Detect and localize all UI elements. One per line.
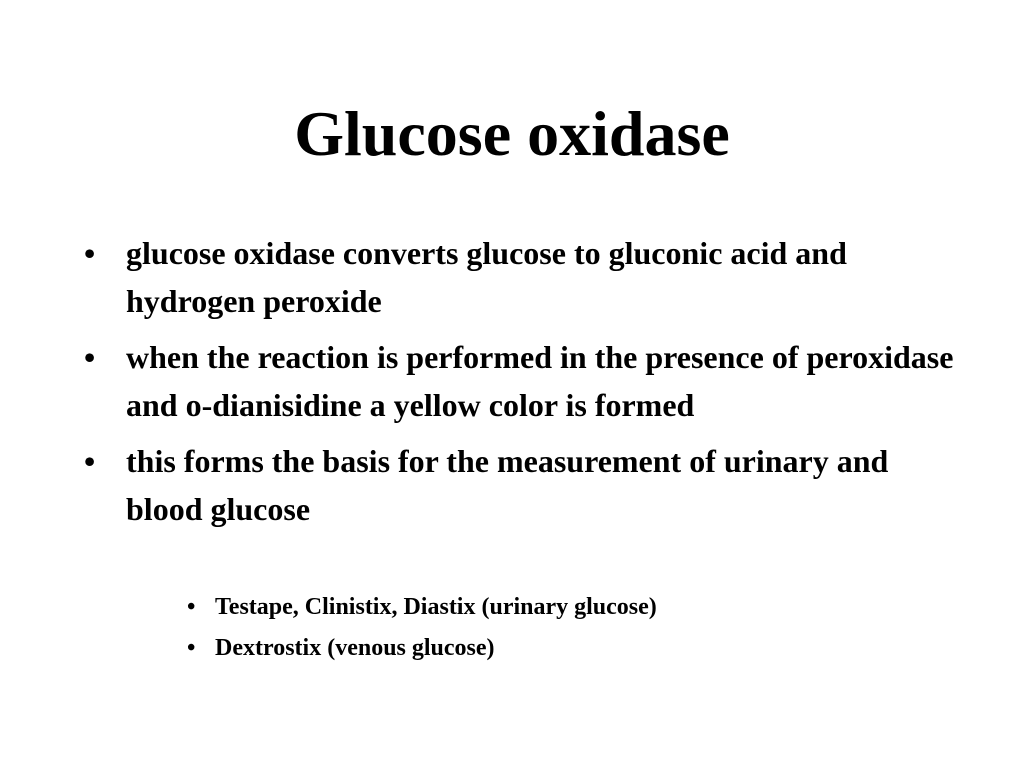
bullet-text: this forms the basis for the measurement of urinary and blood glucose bbox=[126, 443, 889, 527]
sub-bullet-text: Testape, Clinistix, Diastix (urinary glucose) bbox=[215, 594, 657, 620]
bullet-item bbox=[84, 229, 964, 325]
bullet-item bbox=[84, 437, 964, 533]
bullet-icon: • bbox=[84, 235, 96, 271]
bullet-text: glucose oxidase converts glucose to gluconic acid and hydrogen peroxide bbox=[126, 235, 847, 319]
sub-bullet-text: Dextrostix (venous glucose) bbox=[215, 635, 495, 661]
bullet-icon: • bbox=[84, 339, 96, 375]
sub-bullet-item bbox=[187, 589, 887, 625]
bullet-list bbox=[84, 229, 964, 541]
sub-bullet-icon: • bbox=[187, 594, 196, 620]
bullet-icon: • bbox=[84, 443, 96, 479]
bullet-item bbox=[84, 333, 964, 429]
sub-bullet-list bbox=[187, 589, 887, 671]
slide-title: Glucose oxidase bbox=[294, 98, 730, 169]
sub-bullet-item bbox=[187, 630, 887, 666]
bullet-text: when the reaction is performed in the presence of peroxidase and o-dianisidine a yellow color is formed bbox=[126, 339, 954, 423]
sub-bullet-icon: • bbox=[187, 635, 196, 661]
